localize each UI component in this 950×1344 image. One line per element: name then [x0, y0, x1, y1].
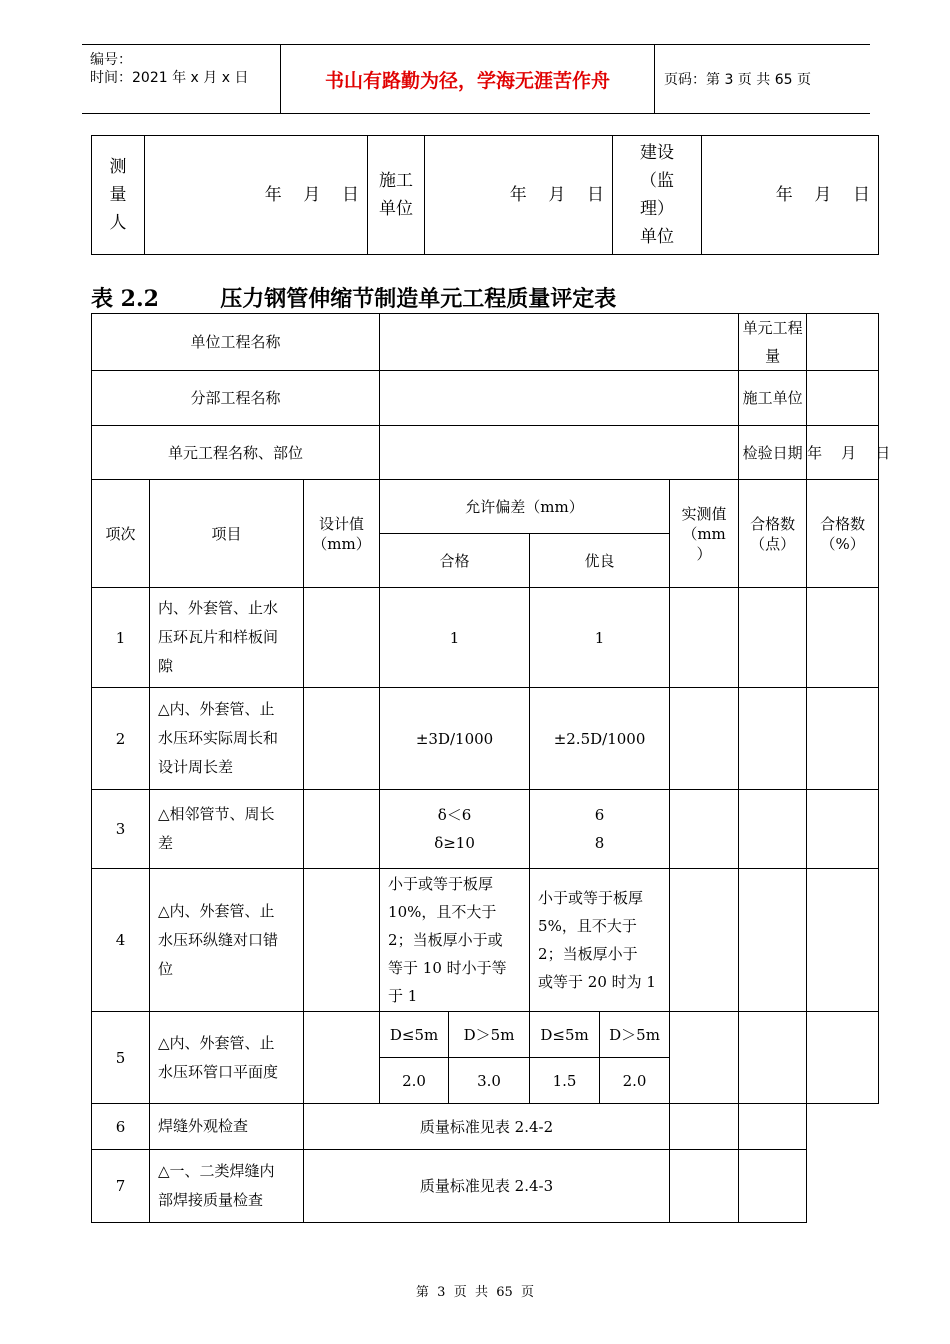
table-row: [92, 869, 879, 1012]
row-no: 7: [92, 1150, 150, 1223]
row-no: 4: [92, 869, 150, 1012]
row-pass-rate: [807, 588, 879, 688]
sub-header-cell: D＞5m: [449, 1012, 530, 1058]
col-design: 设计值 （mm）: [304, 480, 380, 588]
row-merged-standard: 质量标准见表 2.4-2: [304, 1104, 670, 1150]
element-name-value: [380, 426, 739, 480]
row-pass-count: [739, 1012, 807, 1104]
row-measured: [670, 588, 739, 688]
construction-unit-label: 施工单位: [739, 371, 807, 426]
table-row: [92, 1012, 879, 1058]
division-name-label: 分部工程名称: [92, 371, 380, 426]
row-no: 3: [92, 790, 150, 869]
row-pass-rate: [807, 688, 879, 790]
row-pass-count: [739, 688, 807, 790]
row-measured: [670, 688, 739, 790]
row-pass-count: [739, 869, 807, 1012]
sub-value-cell: 1.5: [530, 1058, 600, 1104]
sub-value-cell: 2.0: [600, 1058, 670, 1104]
surveyor-label: 测 量 人: [92, 136, 145, 255]
info-row-1: [92, 314, 879, 371]
table-row: [92, 790, 879, 869]
col-qualified: 合格: [380, 534, 530, 588]
row-pass-count: [739, 790, 807, 869]
code-label: 编号：: [90, 52, 132, 68]
row-measured: [670, 1012, 739, 1104]
constructor-label: 施工 单位: [368, 136, 425, 255]
row-measured: [670, 790, 739, 869]
info-row-2: [92, 371, 879, 426]
table-row: [92, 688, 879, 790]
info-row-3: [92, 426, 879, 480]
supervisor-label: 建设 （监 理） 单位: [613, 136, 702, 255]
division-name-value: [380, 371, 739, 426]
col-pass-rate: 合格数 （%）: [807, 480, 879, 588]
row-excellent: 6 8: [530, 790, 670, 869]
row-item: △相邻管节、周长 差: [150, 790, 304, 869]
page-header: [82, 44, 870, 114]
quality-assessment-table: [91, 313, 891, 1223]
row-excellent: ±2.5D/1000: [530, 688, 670, 790]
column-header-row: [92, 480, 879, 534]
sub-header-cell: D≤5m: [380, 1012, 449, 1058]
sub-header-cell: D＞5m: [600, 1012, 670, 1058]
row-excellent: 1: [530, 588, 670, 688]
header-motto: 书山有路勤为径，学海无涯苦作舟: [324, 69, 610, 92]
row-pass-count: [670, 1150, 739, 1223]
row-design: [304, 688, 380, 790]
row-pass-rate: [739, 1150, 807, 1223]
constructor-date: 年 月 日: [425, 136, 613, 255]
row-design: [304, 869, 380, 1012]
row-no: 5: [92, 1012, 150, 1104]
row-no: 1: [92, 588, 150, 688]
unit-project-name-value: [380, 314, 739, 371]
table-title: 表 2.2 压力钢管伸缩节制造单元工程质量评定表: [91, 286, 617, 312]
row-item: △内、外套管、止 水压环管口平面度: [150, 1012, 304, 1104]
row-qualified: 小于或等于板厚 10%，且不大于 2；当板厚小于或 等于 10 时小于等 于 1: [380, 869, 530, 1012]
sub-value-cell: 2.0: [380, 1058, 449, 1104]
element-name-label: 单元工程名称、部位: [92, 426, 380, 480]
supervisor-date: 年 月 日: [702, 136, 879, 255]
unit-project-name-label: 单位工程名称: [92, 314, 380, 371]
row-qualified: 1: [380, 588, 530, 688]
col-item: 项目: [150, 480, 304, 588]
row-no: 6: [92, 1104, 150, 1150]
row-pass-rate: [807, 869, 879, 1012]
time-label: 时间：2021 年 x 月 x 日: [90, 70, 249, 86]
table-row: [92, 1150, 879, 1223]
row-pass-rate: [807, 790, 879, 869]
row-pass-count: [670, 1104, 739, 1150]
unit-quantity-value: [807, 314, 879, 371]
table-row: [92, 588, 879, 688]
row-no: 2: [92, 688, 150, 790]
row-item: △一、二类焊缝内 部焊接质量检查: [150, 1150, 304, 1223]
col-measured: 实测值 （mm ）: [670, 480, 739, 588]
row-pass-count: [739, 588, 807, 688]
col-no: 项次: [92, 480, 150, 588]
row-measured: [670, 869, 739, 1012]
header-meta: [90, 51, 248, 87]
signature-table: [91, 135, 879, 255]
row-item: 焊缝外观检查: [150, 1104, 304, 1150]
unit-quantity-label: 单元工程量: [739, 314, 807, 371]
col-excellent: 优良: [530, 534, 670, 588]
surveyor-date: 年 月 日: [145, 136, 368, 255]
row-qualified: δ＜6 δ≥10: [380, 790, 530, 869]
row-design: [304, 588, 380, 688]
col-tolerance: 允许偏差（mm）: [380, 480, 670, 534]
construction-unit-value: [807, 371, 879, 426]
row-qualified: ±3D/1000: [380, 688, 530, 790]
row-merged-standard: 质量标准见表 2.4-3: [304, 1150, 670, 1223]
row-design: [304, 790, 380, 869]
header-page-info: 页码：第 3 页 共 65 页: [664, 72, 811, 88]
sub-value-cell: 3.0: [449, 1058, 530, 1104]
col-pass-count: 合格数 （点）: [739, 480, 807, 588]
sub-header-cell: D≤5m: [530, 1012, 600, 1058]
row-design: [304, 1012, 380, 1104]
page-footer: 第 3 页 共 65 页: [415, 1285, 535, 1300]
inspection-date-label: 检验日期: [739, 426, 807, 480]
table-row: [92, 1104, 879, 1150]
row-item: 内、外套管、止水 压环瓦片和样板间 隙: [150, 588, 304, 688]
row-item: △内、外套管、止 水压环纵缝对口错 位: [150, 869, 304, 1012]
row-pass-rate: [807, 1012, 879, 1104]
inspection-date-value: 年 月 日: [807, 426, 879, 480]
row-item: △内、外套管、止 水压环实际周长和 设计周长差: [150, 688, 304, 790]
row-pass-rate: [739, 1104, 807, 1150]
row-excellent: 小于或等于板厚 5%，且不大于 2；当板厚小于 或等于 20 时为 1: [530, 869, 670, 1012]
